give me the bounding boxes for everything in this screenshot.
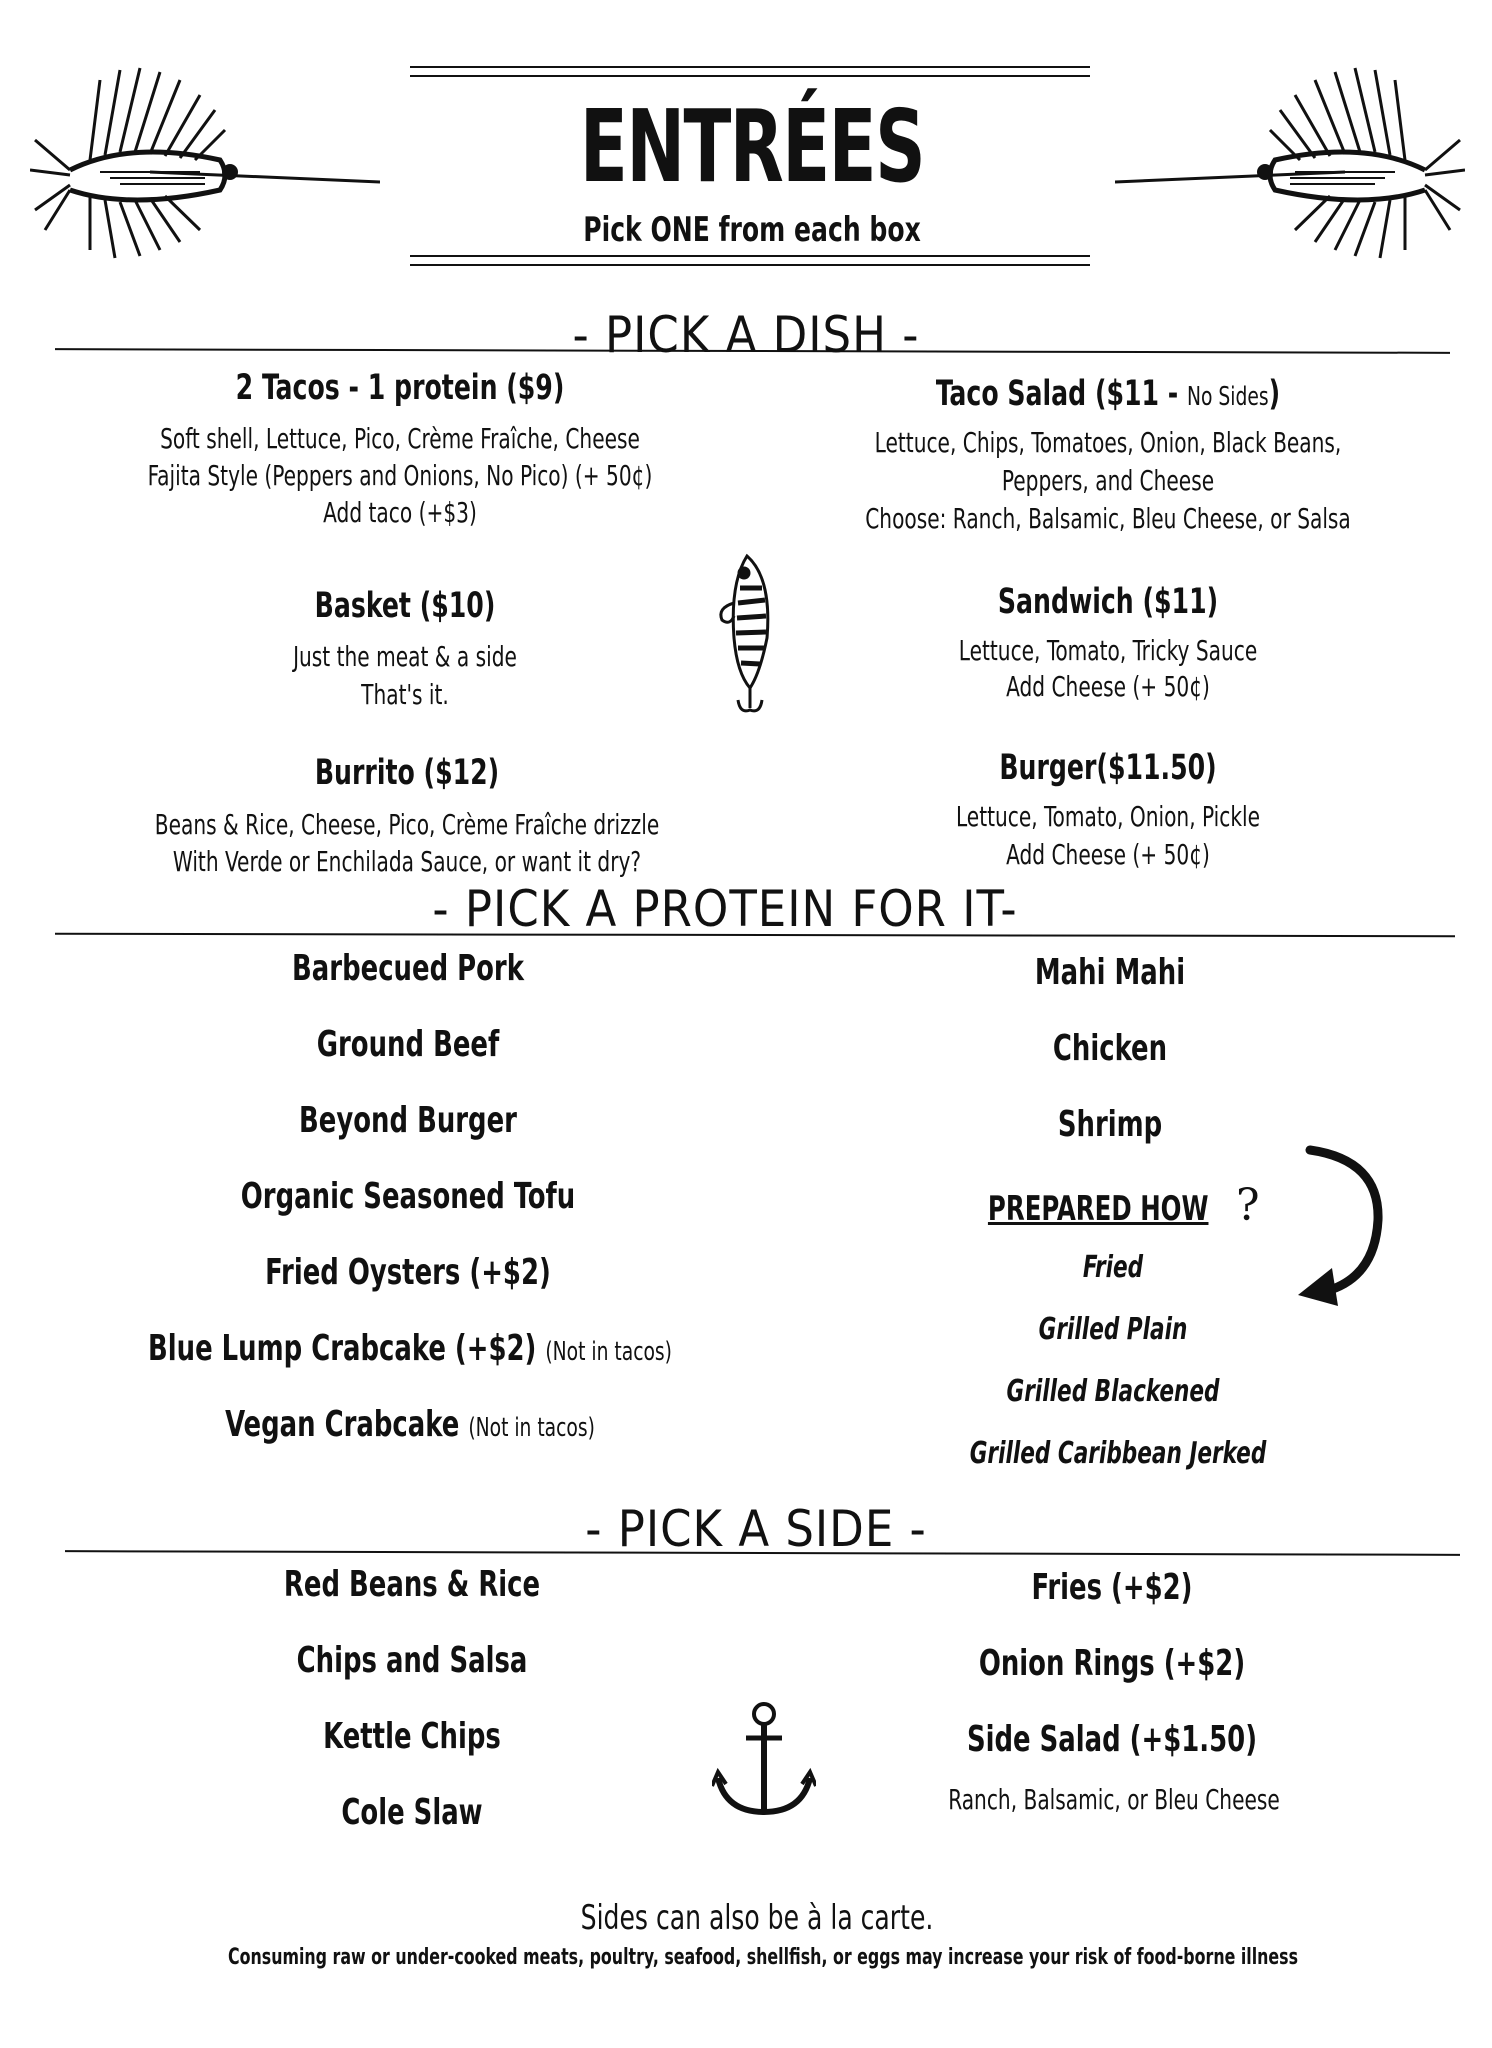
fishing-lure-icon [712,548,782,720]
protein-item: Organic Seasoned Tofu [240,1176,576,1217]
dish-tacos-name: 2 Tacos - 1 protein ($9) [235,368,565,408]
dish-burrito-name: Burrito ($12) [314,753,500,793]
prepared-how-mark: ? [1236,1180,1260,1231]
prep-option: Grilled Caribbean Jerked [969,1436,1267,1471]
footer-health-warning: Consuming raw or under-cooked meats, poultry, seafood, shellfish, or eggs may increase your risk of food-borne illness [228,1945,1298,1970]
dish-sandwich-line-2: Add Cheese (+ 50¢) [1006,670,1210,703]
section-heading-side: - PICK A SIDE - [585,1500,927,1558]
protein-item [148,1328,672,1369]
protein-item: Fried Oysters (+$2) [265,1252,551,1293]
prep-option: Grilled Blackened [1006,1374,1220,1409]
fish-skeleton-icon [1115,60,1465,260]
protein-item-note: (Not in tacos) [468,1413,595,1443]
title-rule-bottom [410,255,1090,266]
dish-tacos-line-3: Add taco (+$3) [323,496,477,529]
dish-basket-line-1: Just the meat & a side [293,640,517,673]
dish-burrito-line-2: With Verde or Enchilada Sauce, or want it dry? [172,845,642,878]
dish-sandwich-line-1: Lettuce, Tomato, Tricky Sauce [958,634,1258,667]
dish-taco-salad-line-3: Choose: Ranch, Balsamic, Bleu Cheese, or Salsa [865,502,1351,535]
side-item: Cole Slaw [341,1792,483,1833]
side-item: Onion Rings (+$2) [978,1643,1246,1684]
prep-option: Fried [1082,1250,1144,1285]
protein-item: Mahi Mahi [1034,952,1186,993]
section-heading-protein: - PICK A PROTEIN FOR IT- [432,880,1018,938]
side-item: Chips and Salsa [296,1640,528,1681]
protein-item: Shrimp [1057,1104,1163,1145]
dish-burrito-line-1: Beans & Rice, Cheese, Pico, Crème Fraîche drizzle [154,808,660,841]
dish-taco-salad-line-2: Peppers, and Cheese [1001,464,1215,497]
footer-a-la-carte-note: Sides can also be à la carte. [580,1898,934,1938]
dish-tacos-line-2: Fajita Style (Peppers and Onions, No Pico) (+ 50¢) [147,459,653,492]
dish-taco-salad-name [936,374,1280,414]
title-rule-top [410,66,1090,77]
dish-burger-line-1: Lettuce, Tomato, Onion, Pickle [955,800,1261,833]
dish-tacos-line-1: Soft shell, Lettuce, Pico, Crème Fraîche, Cheese [160,422,640,455]
dish-taco-salad-line-1: Lettuce, Chips, Tomatoes, Onion, Black Beans, [874,426,1342,459]
prepared-how-heading [960,1180,1259,1231]
anchor-icon [712,1700,816,1820]
page-subtitle: Pick ONE from each box [583,210,921,250]
dish-taco-salad-close: ) [1268,374,1281,414]
dish-sandwich-name: Sandwich ($11) [997,582,1219,622]
page-title: ENTRÉES [579,88,925,205]
side-item: Fries (+$2) [1031,1567,1193,1608]
dish-basket-line-2: That's it. [361,678,449,711]
protein-item-name: Blue Lump Crabcake (+$2) [148,1328,546,1369]
protein-item: Beyond Burger [299,1100,517,1141]
dish-basket-name: Basket ($10) [314,586,496,626]
side-item: Side Salad (+$1.50) [966,1719,1258,1760]
dish-taco-salad-note: No Sides [1187,382,1269,412]
section-heading-dish: - PICK A DISH - [572,306,920,364]
protein-item-name: Vegan Crabcake [225,1404,469,1445]
prep-option: Grilled Plain [1038,1312,1188,1347]
protein-item: Ground Beef [316,1024,500,1065]
protein-item: Chicken [1052,1028,1168,1069]
side-item: Kettle Chips [323,1716,501,1757]
protein-item-note: (Not in tacos) [545,1337,672,1367]
curved-arrow-icon [1290,1140,1400,1310]
fish-skeleton-icon [30,60,380,260]
side-salad-dressings: Ranch, Balsamic, or Bleu Cheese [948,1783,1280,1816]
dish-burger-line-2: Add Cheese (+ 50¢) [1006,838,1210,871]
prepared-how-label: PREPARED HOW [987,1189,1209,1229]
protein-item: Barbecued Pork [292,948,524,989]
protein-item [225,1404,595,1445]
dish-burger-name: Burger($11.50) [999,748,1217,788]
dish-taco-salad-price: Taco Salad ($11 - [935,374,1188,414]
side-item: Red Beans & Rice [283,1564,541,1605]
